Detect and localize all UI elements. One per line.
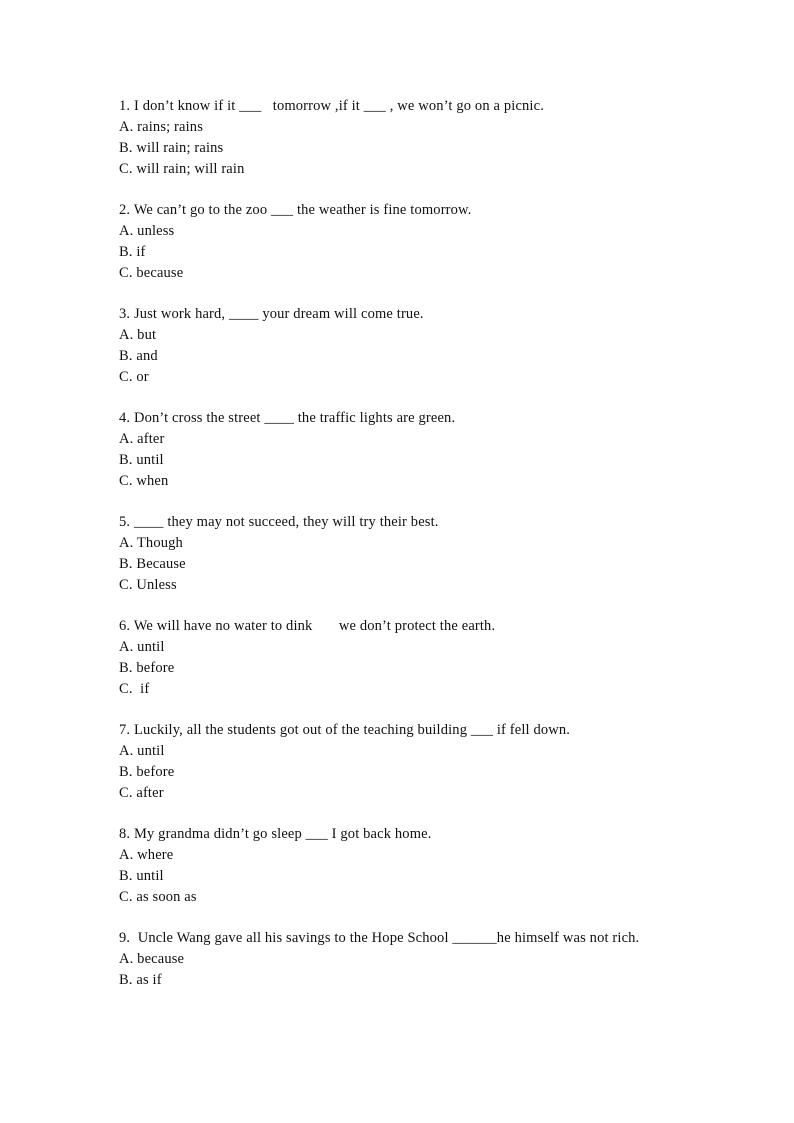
option-c: C. after	[119, 785, 164, 801]
question-stem: 1. I don’t know if it ___ tomorrow ,if it ___ , we won’t go on a picnic.	[119, 98, 544, 114]
option-a: A. but	[119, 327, 157, 343]
question-2	[119, 200, 679, 284]
option-a: A. after	[119, 431, 165, 447]
question-4	[119, 408, 679, 492]
option-c: C. will rain; will rain	[119, 161, 245, 177]
option-a: A. Though	[119, 535, 183, 551]
option-b: B. Because	[119, 556, 186, 572]
option-c: C. when	[119, 473, 169, 489]
option-c: C. because	[119, 265, 184, 281]
option-b: B. until	[119, 868, 164, 884]
question-list	[119, 96, 679, 1011]
question-7	[119, 720, 679, 804]
option-c: C. Unless	[119, 577, 177, 593]
option-c: C. or	[119, 369, 149, 385]
option-b: B. until	[119, 452, 164, 468]
question-8	[119, 824, 679, 908]
option-a: A. until	[119, 743, 165, 759]
question-stem: 2. We can’t go to the zoo ___ the weather is fine tomorrow.	[119, 202, 472, 218]
question-stem: 6. We will have no water to dink we don’t protect the earth.	[119, 618, 496, 634]
question-3	[119, 304, 679, 388]
option-b: B. before	[119, 764, 175, 780]
option-b: B. will rain; rains	[119, 140, 224, 156]
option-c: C. if	[119, 681, 150, 697]
option-a: A. until	[119, 639, 165, 655]
option-b: B. if	[119, 244, 146, 260]
option-b: B. and	[119, 348, 158, 364]
option-a: A. unless	[119, 223, 175, 239]
option-b: B. before	[119, 660, 175, 676]
question-stem: 9. Uncle Wang gave all his savings to the Hope School ______he himself was not rich.	[119, 930, 640, 946]
option-a: A. where	[119, 847, 174, 863]
question-9	[119, 928, 679, 991]
question-stem: 7. Luckily, all the students got out of the teaching building ___ if fell down.	[119, 722, 571, 738]
question-6	[119, 616, 679, 700]
question-stem: 5. ____ they may not succeed, they will try their best.	[119, 514, 439, 530]
question-stem: 3. Just work hard, ____ your dream will come true.	[119, 306, 424, 322]
question-stem: 8. My grandma didn’t go sleep ___ I got back home.	[119, 826, 432, 842]
option-b: B. as if	[119, 972, 162, 988]
question-1	[119, 96, 679, 180]
question-stem: 4. Don’t cross the street ____ the traffic lights are green.	[119, 410, 456, 426]
option-a: A. rains; rains	[119, 119, 203, 135]
option-a: A. because	[119, 951, 185, 967]
option-c: C. as soon as	[119, 889, 197, 905]
question-5	[119, 512, 679, 596]
